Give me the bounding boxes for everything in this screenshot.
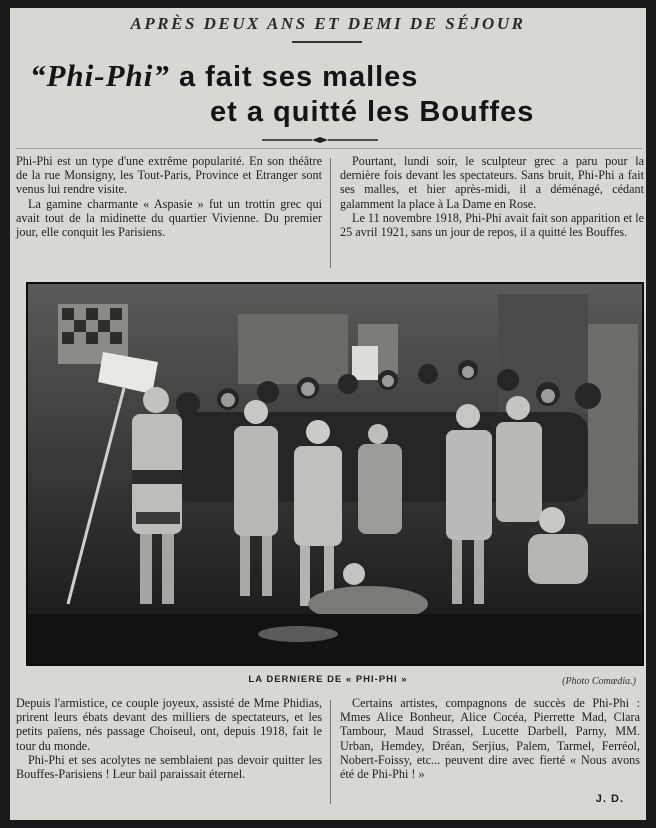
intro-column-left: [16, 154, 322, 239]
body-column-right: [340, 696, 640, 781]
troupe-photograph: [26, 282, 644, 666]
body-right-paragraph-1: Certains artistes, compagnons de succès de Phi-Phi : Mmes Alice Bonheur, Alice Cocéa, Pierrette Mad, Clara Tambour, Maud Strassel, Lucette Darbell, Parny, MM. Urban, Hemdey, Dréan, Serjius, Palem, Tarmel, Ferréol, Nobert-Foissy, etc... peuvent dire avec fierté « Nous avons été de Phi-Phi ! »: [340, 696, 640, 782]
intro-column-right: [340, 154, 644, 239]
headline-line-2: et a quitté les Bouffes: [210, 96, 535, 128]
photo-image: [28, 284, 642, 664]
headline-name: “Phi-Phi”: [30, 58, 170, 93]
intro-right-paragraph-2: Le 11 novembre 1918, Phi-Phi avait fait son apparition et le 25 avril 1921, sans un jour de repos, il a quitté les Bouffes.: [340, 210, 644, 240]
header-divider: [16, 148, 642, 149]
headline-ornament: [262, 137, 378, 143]
column-divider-top: [330, 158, 331, 268]
body-left-paragraph-2: Phi-Phi et ses acolytes ne semblaient pas devoir quitter les Bouffes-Parisiens ! Leur bail paraissait éternel.: [16, 752, 322, 782]
intro-left-paragraph-1: Phi-Phi est un type d'une extrême popularité. En son théâtre de la rue Monsigny, les Tout-Paris, Province et Etranger sont venus lui rendre visite.: [16, 154, 322, 197]
column-divider-bottom: [330, 700, 331, 804]
body-left-paragraph-1: Depuis l'armistice, ce couple joyeux, assisté de Mme Phidias, prirent leurs ébats devant des milliers de spectateurs, et les petits païens, nés passage Choiseul, ont, depuis 1918, fait le tour du monde.: [16, 696, 322, 753]
kicker-rule: [292, 41, 362, 43]
intro-left-paragraph-2: La gamine charmante « Aspasie » fut un trottin grec qui avait tout de la midinette du quartier Vivienne. Du premier jour, elle conquit les Parisiens.: [16, 196, 322, 240]
newspaper-clipping: [10, 8, 646, 820]
body-column-left: [16, 696, 322, 781]
photo-credit: (Photo Comœdia.): [562, 676, 636, 687]
headline-line-1: [30, 58, 418, 94]
photo-caption: LA DERNIERE DE « PHI-PHI »: [248, 674, 408, 685]
article-kicker: APRÈS DEUX ANS ET DEMI DE SÉJOUR: [130, 14, 526, 33]
intro-right-paragraph-1: Pourtant, lundi soir, le sculpteur grec a paru pour la dernière fois devant les spectateurs. Sans bruit, Phi-Phi a fait ses malles, et hier après-midi, il a déménagé, cédant galamment la place à La Dame en Rose.: [340, 154, 644, 211]
author-signature: J. D.: [595, 793, 624, 805]
headline-line-1-rest: a fait ses malles: [178, 61, 419, 93]
